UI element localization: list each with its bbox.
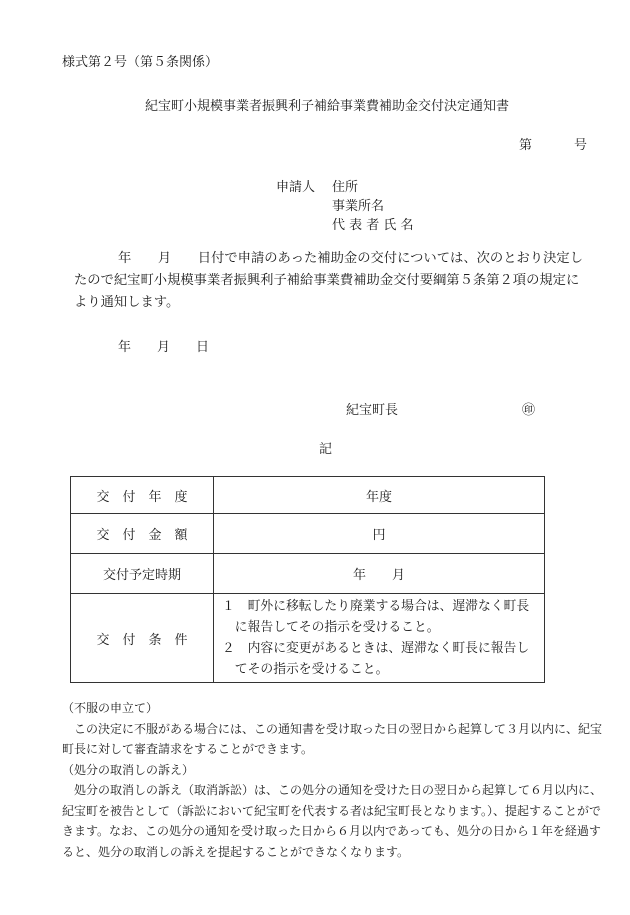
notes-heading: （処分の取消しの訴え）: [62, 762, 195, 777]
condition-line: ２ 内容に変更があるときは、遅滞なく町長に報告し: [222, 641, 530, 656]
form-label: 様式第２号（第５条関係）: [62, 55, 219, 70]
row-label: 交 付 金 額: [71, 514, 214, 554]
notes-line: 町長に対して審査請求をすることができます。: [62, 742, 314, 756]
table-row: [71, 514, 545, 554]
notes-line: 紀宝町を被告として（訴訟において紀宝町を代表する者は紀宝町長となります。）、提起することがで: [62, 803, 602, 818]
conditions-cell: [214, 594, 545, 683]
row-value: 年度: [214, 477, 545, 514]
body-paragraph: [74, 248, 594, 314]
seal-mark: ㊞: [522, 403, 536, 418]
notes-line: この決定に不服がある場合には、この通知書を受け取った日の翌日から起算して３月以内に、紀宝: [62, 721, 603, 736]
applicant-label: 申請人: [276, 180, 316, 195]
ki-heading: 記: [319, 442, 333, 457]
applicant-address: 住所: [332, 180, 359, 195]
notes-line: 処分の取消しの訴え（取消訴訟）は、この処分の通知を受けた日の翌日から起算して６月以内に、: [62, 783, 603, 797]
table-row: [71, 594, 545, 683]
row-value: 年 月: [214, 554, 545, 594]
document-title: 紀宝町小規模事業者振興利子補給事業費補助金交付決定通知書: [145, 99, 510, 114]
applicant-representative: 代 表 者 氏 名: [332, 218, 414, 233]
table-row: [71, 477, 545, 514]
number-go: 号: [574, 138, 588, 153]
applicant-business-name: 事業所名: [332, 199, 385, 214]
issuer-title: 紀宝町長: [346, 403, 399, 418]
number-dai: 第: [519, 138, 533, 153]
table-row: [71, 554, 545, 594]
notes-line: ると、処分の取消しの訴えを提起することができなくなります。: [62, 844, 410, 859]
notes-line: きます。なお、この処分の通知を受け取った日から６月以内であっても、処分の日から１年を経過す: [62, 824, 601, 838]
date-line: 年 月 日: [118, 340, 210, 355]
notes-heading: （不服の申立て）: [62, 701, 159, 715]
notes-section: [62, 698, 602, 862]
row-value: 円: [214, 514, 545, 554]
body-line: 年 月 日付で申請のあった補助金の交付については、次のとおり決定し: [118, 251, 583, 266]
grant-table: [70, 476, 545, 683]
row-label: 交 付 条 件: [71, 594, 214, 683]
condition-line: てその指示を受けること。: [222, 662, 389, 677]
row-label: 交付予定時期: [71, 554, 214, 594]
row-label: 交 付 年 度: [71, 477, 214, 514]
condition-line: に報告してその指示を受けること。: [222, 620, 440, 635]
condition-line: １ 町外に移転したり廃業する場合は、遅滞なく町長: [222, 599, 530, 614]
body-line: より通知します。: [74, 295, 180, 310]
body-line: たので紀宝町小規模事業者振興利子補給事業費補助金交付要綱第５条第２項の規定に: [74, 273, 580, 288]
